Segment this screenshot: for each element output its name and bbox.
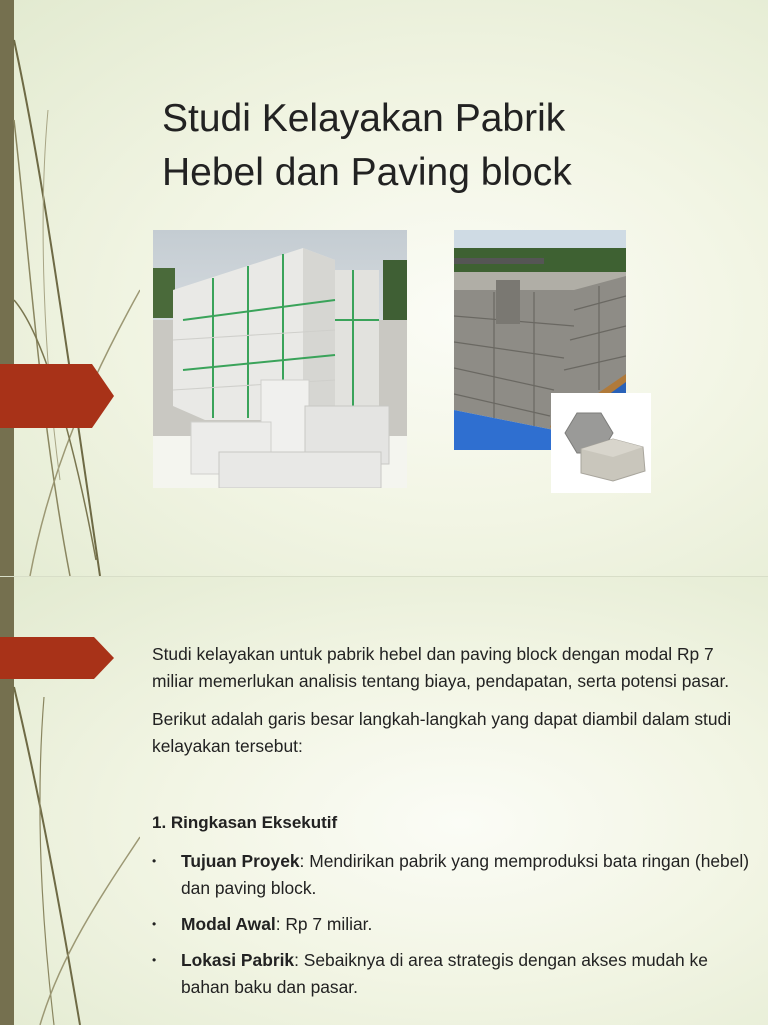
bullet-label: Modal Awal [181, 914, 276, 934]
hebel-photo [153, 230, 407, 488]
accent-arrow [0, 364, 114, 428]
paving-inset-photo [551, 393, 651, 493]
bullet-label: Tujuan Proyek [181, 851, 300, 871]
title-line-1: Studi Kelayakan Pabrik [162, 97, 566, 140]
bullet-item [152, 911, 752, 938]
title-line-2: Hebel dan Paving block [162, 151, 572, 194]
bullet-text: : Mendirikan pabrik yang memproduksi bata ringan (hebel) dan paving block. [181, 851, 750, 898]
intro-paragraph: Studi kelayakan untuk pabrik hebel dan paving block dengan modal Rp 7 miliar memerlukan analisis tentang biaya, pendapatan, serta potensi pasar. [152, 644, 730, 691]
decorative-curves [0, 0, 140, 576]
section-heading: 1. Ringkasan Eksekutif [152, 813, 338, 832]
bullet-item [152, 848, 752, 902]
slide-body [152, 641, 752, 1010]
bullet-dot: • [152, 953, 157, 967]
content-slide [0, 576, 768, 1025]
bullet-item [152, 947, 752, 1001]
bullet-dot: • [152, 854, 157, 868]
slide-title [162, 92, 722, 200]
steps-paragraph: Berikut adalah garis besar langkah-langkah yang dapat diambil dalam studi kelayakan tersebut: [152, 709, 732, 756]
bullet-dot: • [152, 917, 157, 931]
bullet-text: : Sebaiknya di area strategis dengan akses mudah ke bahan baku dan pasar. [181, 950, 708, 997]
accent-arrow [0, 637, 114, 679]
bullet-label: Lokasi Pabrik [181, 950, 295, 970]
bullet-text: : Rp 7 miliar. [275, 914, 373, 934]
